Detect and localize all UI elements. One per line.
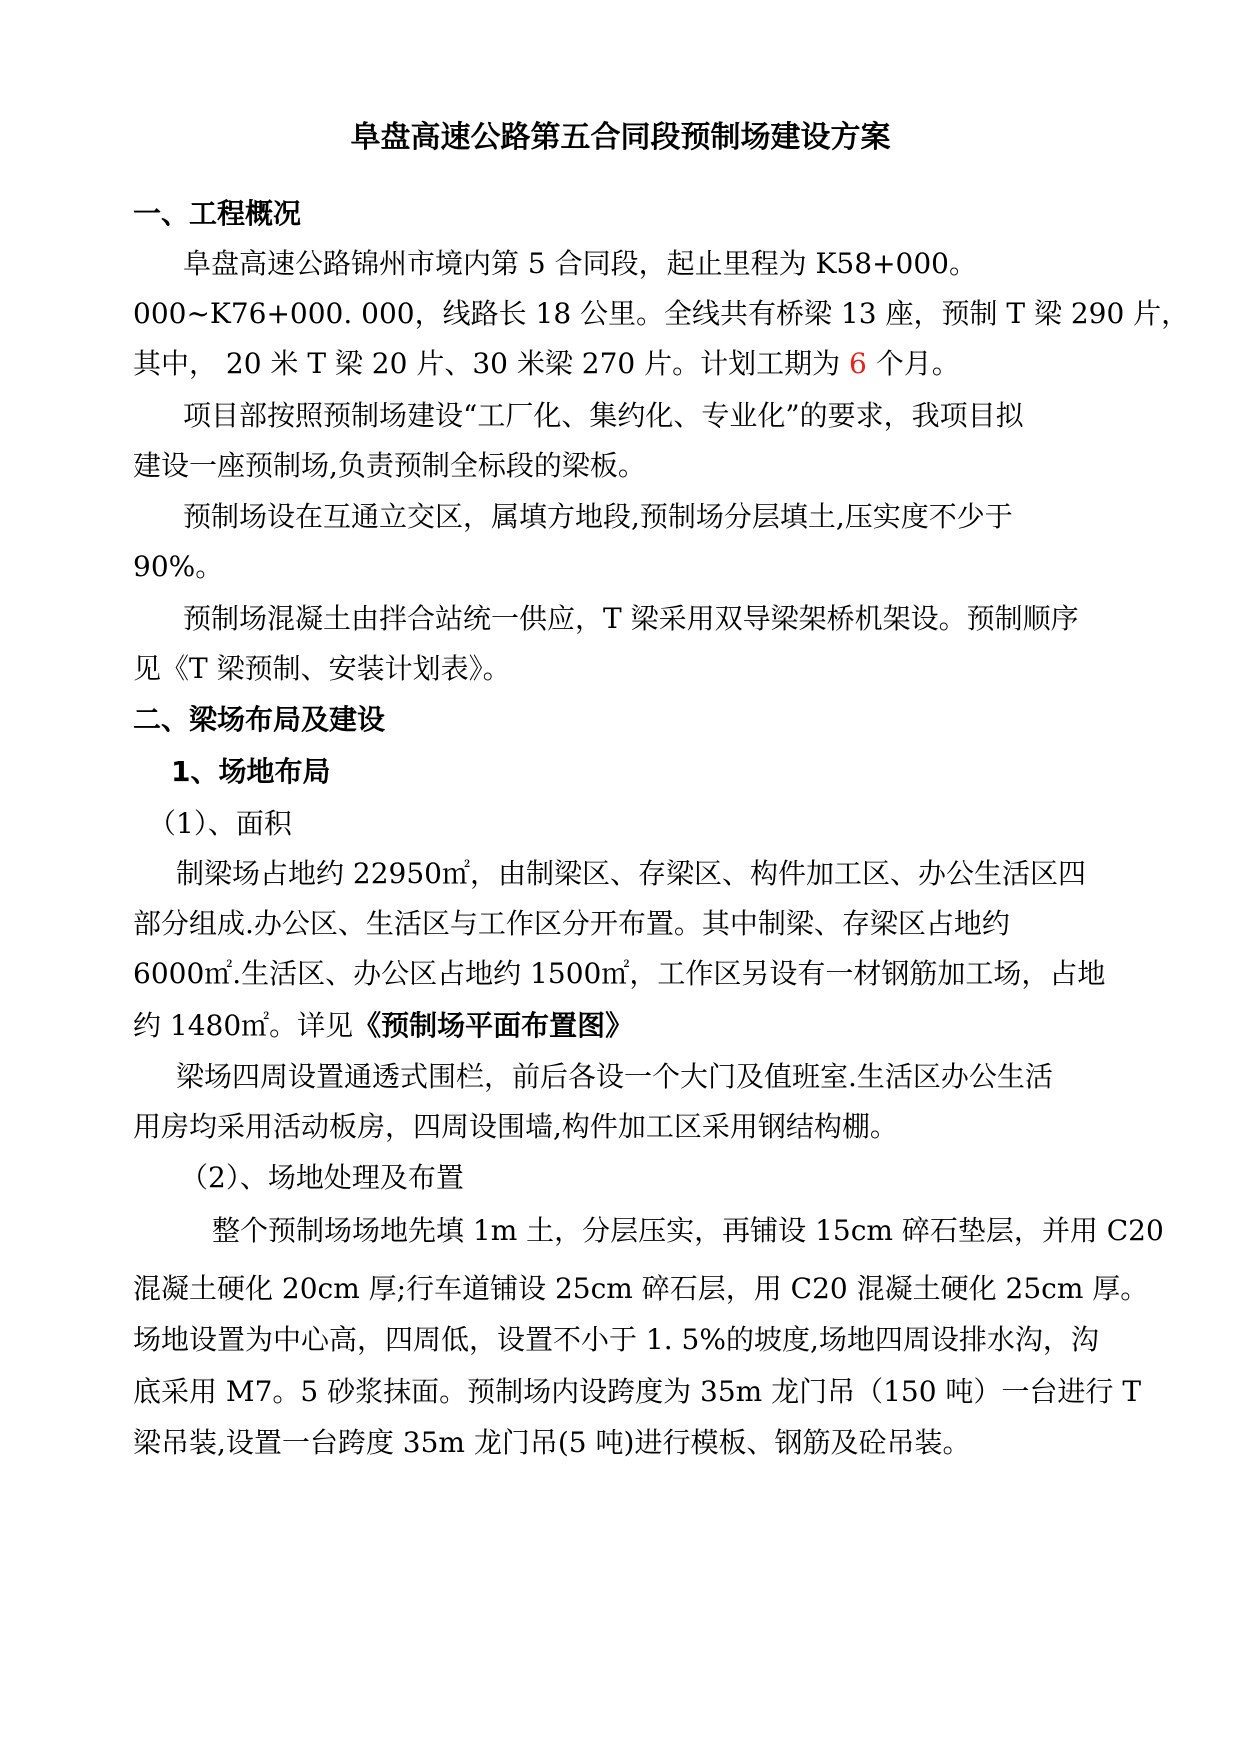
paragraph-line bbox=[133, 346, 960, 382]
paragraph-text: 约 1480㎡。详见 bbox=[133, 1009, 354, 1042]
section-heading-overview: 一、工程概况 bbox=[133, 197, 302, 230]
paragraph-line: 000~K76+000. 000，线路长 18 公里。全线共有桥梁 13 座，预制 T 梁 290 片， bbox=[133, 297, 1190, 330]
paragraph-line: 6000㎡.生活区、办公区占地约 1500㎡，工作区另设有一材钢筋加工场，占地 bbox=[133, 957, 1106, 990]
item-heading-site-treatment: （2）、场地处理及布置 bbox=[180, 1161, 464, 1194]
paragraph-line: 项目部按照预制场建设“工厂化、集约化、专业化”的要求，我项目拟 bbox=[183, 399, 1024, 432]
document-title: 阜盘高速公路第五合同段预制场建设方案 bbox=[350, 120, 891, 155]
paragraph-line: 制梁场占地约 22950㎡，由制梁区、存梁区、构件加工区、办公生活区四 bbox=[176, 857, 1086, 890]
paragraph-line: 预制场混凝土由拌合站统一供应，T 梁采用双导梁架桥机架设。预制顺序 bbox=[183, 602, 1079, 635]
paragraph-line: 建设一座预制场,负责预制全标段的梁板。 bbox=[133, 449, 646, 482]
paragraph-line: 见《T 梁预制、安装计划表》。 bbox=[133, 652, 511, 685]
paragraph-line: 整个预制场场地先填 1m 土，分层压实，再铺设 15cm 碎石垫层，并用 C20 bbox=[212, 1214, 1164, 1247]
paragraph-line: 预制场设在互通立交区，属填方地段,预制场分层填土,压实度不少于 bbox=[183, 500, 1013, 533]
item-heading-area: （1）、面积 bbox=[148, 807, 292, 840]
paragraph-text: 个月。 bbox=[866, 347, 960, 380]
subsection-heading-site-layout: 1、场地布局 bbox=[171, 755, 331, 788]
paragraph-line: 部分组成.办公区、生活区与工作区分开布置。其中制梁、存梁区占地约 bbox=[133, 907, 1010, 940]
paragraph-text: 其中， 20 米 T 梁 20 片、30 米梁 270 片。计划工期为 bbox=[133, 347, 850, 380]
paragraph-line: 90%。 bbox=[133, 550, 224, 583]
duration-months-value: 6 bbox=[849, 347, 867, 380]
paragraph-line: 场地设置为中心高，四周低，设置不小于 1. 5%的坡度,场地四周设排水沟，沟 bbox=[133, 1323, 1099, 1356]
paragraph-line: 用房均采用活动板房，四周设围墙,构件加工区采用钢结构棚。 bbox=[133, 1110, 898, 1143]
paragraph-line: 梁场四周设置通透式围栏，前后各设一个大门及值班室.生活区办公生活 bbox=[176, 1060, 1053, 1093]
paragraph-line bbox=[133, 1008, 633, 1044]
paragraph-line: 梁吊装,设置一台跨度 35m 龙门吊(5 吨)进行模板、钢筋及砼吊装。 bbox=[133, 1426, 971, 1459]
paragraph-line: 混凝土硬化 20cm 厚;行车道铺设 25cm 碎石层，用 C20 混凝土硬化 25cm 厚。 bbox=[133, 1272, 1149, 1305]
paragraph-line: 阜盘高速公路锦州市境内第 5 合同段，起止里程为 K58+000。 bbox=[183, 247, 977, 280]
layout-drawing-reference: 《预制场平面布置图》 bbox=[353, 1009, 634, 1042]
paragraph-line: 底采用 M7。5 砂浆抹面。预制场内设跨度为 35m 龙门吊（150 吨）一台进行 T bbox=[133, 1375, 1142, 1408]
section-heading-layout: 二、梁场布局及建设 bbox=[133, 703, 386, 736]
